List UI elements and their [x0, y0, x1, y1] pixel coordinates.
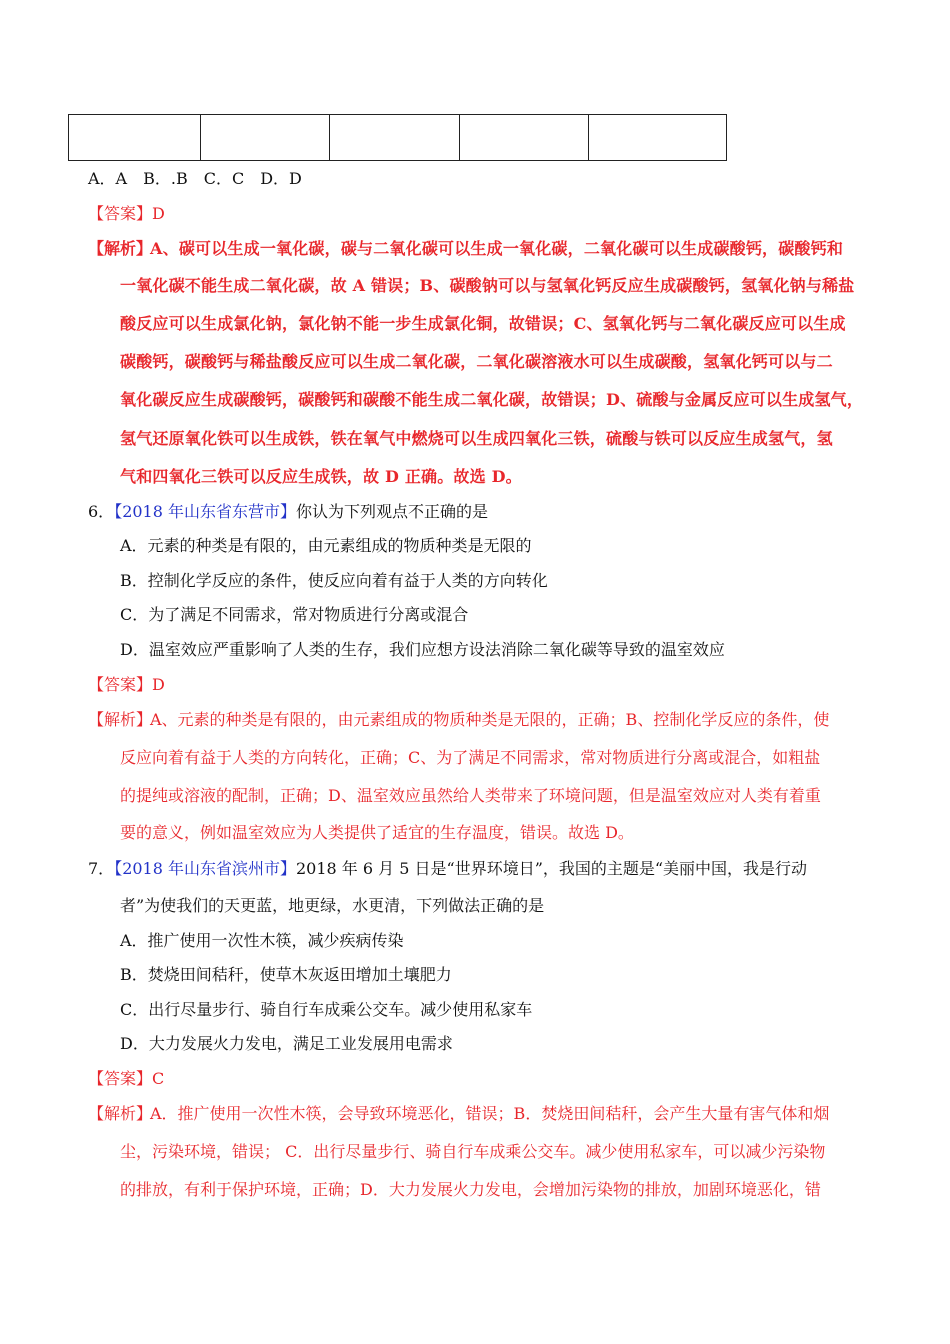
q6-answer — [88, 672, 165, 695]
q6-analysis-line: 的提纯或溶液的配制，正确；D、温室效应虽然给人类带来了环境问题，但是温室效应对人类有着重 — [120, 786, 821, 805]
answer-value: C — [152, 1069, 165, 1088]
q5-analysis-line: A、碳可以生成一氧化碳，碳与二氧化碳可以生成一氧化碳，二氧化碳可以生成碳酸钙，碳酸钙和 — [150, 239, 844, 258]
answer-tag: 【答案】 — [88, 1069, 153, 1088]
q7-option-b: B．焚烧田间秸秆，使草木灰返田增加土壤肥力 — [120, 965, 452, 984]
q7-option-d: D．大力发展火力发电，满足工业发展用电需求 — [120, 1034, 453, 1053]
question-number: 6． — [88, 502, 115, 521]
q5-answer — [88, 201, 165, 224]
choices-line: A．A B．.B C．C D．D — [88, 169, 302, 188]
answer-value: D — [152, 675, 165, 694]
q5-analysis-line: 气和四氧化三铁可以反应生成铁，故 D 正确。故选 D。 — [120, 467, 522, 486]
answer-tag: 【答案】 — [88, 675, 153, 694]
question-text: 2018 年 6 月 5 日是“世界环境日”，我国的主题是“美丽中国，我是行动 — [296, 859, 808, 878]
q6-analysis-line: A、元素的种类是有限的，由元素组成的物质种类是无限的，正确；B、控制化学反应的条件，使 — [150, 710, 830, 729]
q5-analysis-line: 氢气还原氧化铁可以生成铁，铁在氧气中燃烧可以生成四氧化三铁，硫酸与铁可以反应生成氢气，氢 — [120, 429, 833, 448]
q7-option-c: C．出行尽量步行、骑自行车成乘公交车。减少使用私家车 — [120, 1000, 533, 1019]
q5-analysis-line: 氧化碳反应生成碳酸钙，碳酸钙和碳酸不能生成二氧化碳，故错误；D、硫酸与金属反应可以生成氢气， — [120, 390, 864, 409]
q6-option-c: C．为了满足不同需求，常对物质进行分离或混合 — [120, 605, 469, 624]
answer-tag: 【答案】 — [88, 204, 153, 223]
q6-analysis-tag: 【解析】 — [88, 710, 153, 729]
answer-value: D — [152, 204, 165, 223]
q6-option-d: D．温室效应严重影响了人类的生存，我们应想方设法消除二氧化碳等导致的温室效应 — [120, 640, 725, 659]
q5-analysis-line: 酸反应可以生成氯化钠，氯化钠不能一步生成氯化铜，故错误；C、氢氧化钙与二氧化碳反应可以生成 — [120, 314, 846, 333]
q6-analysis-line: 反应向着有益于人类的方向转化，正确；C、为了满足不同需求，常对物质进行分离或混合，如粗盐 — [120, 748, 821, 767]
question-source: 【2018 年山东省东营市】 — [114, 502, 296, 521]
q7-answer — [88, 1066, 164, 1089]
q5-analysis-tag: 【解析】 — [88, 239, 153, 258]
q5-analysis-line: 碳酸钙，碳酸钙与稀盐酸反应可以生成二氧化碳，二氧化碳溶液水可以生成碳酸，氢氧化钙可以与二 — [120, 352, 833, 371]
table-row — [69, 115, 727, 161]
question-number: 7． — [88, 859, 115, 878]
table-cell — [589, 115, 727, 161]
q7-stem — [88, 856, 807, 879]
q6-option-a: A．元素的种类是有限的，由元素组成的物质种类是无限的 — [120, 536, 532, 555]
table-cell — [460, 115, 589, 161]
q6-stem — [88, 499, 488, 522]
q7-analysis-line: A．推广使用一次性木筷，会导致环境恶化，错误；B．焚烧田间秸秆，会产生大量有害气体和烟 — [150, 1104, 830, 1123]
q7-analysis-line: 尘，污染环境，错误； C．出行尽量步行、骑自行车成乘公交车。减少使用私家车，可以减少污染物 — [120, 1142, 826, 1161]
table-cell — [201, 115, 330, 161]
q7-analysis-tag: 【解析】 — [88, 1104, 153, 1123]
question-text: 你认为下列观点不正确的是 — [296, 502, 489, 521]
answer-table — [68, 114, 727, 161]
table-cell — [69, 115, 201, 161]
q7-analysis-line: 的排放，有利于保护环境，正确；D．大力发展火力发电，会增加污染物的排放，加剧环境恶化，错 — [120, 1180, 821, 1199]
question-source: 【2018 年山东省滨州市】 — [114, 859, 296, 878]
q5-analysis-line: 一氧化碳不能生成二氧化碳，故 A 错误；B、碳酸钠可以与氢氧化钙反应生成碳酸钙，氢氧化钠与稀盐 — [120, 276, 855, 295]
q7-stem-continued: 者”为使我们的天更蓝，地更绿，水更清，下列做法正确的是 — [120, 896, 545, 915]
q6-analysis-line: 要的意义，例如温室效应为人类提供了适宜的生存温度，错误。故选 D。 — [120, 823, 634, 842]
q7-option-a: A．推广使用一次性木筷，减少疾病传染 — [120, 931, 404, 950]
q6-option-b: B．控制化学反应的条件，使反应向着有益于人类的方向转化 — [120, 571, 548, 590]
table-cell — [330, 115, 460, 161]
